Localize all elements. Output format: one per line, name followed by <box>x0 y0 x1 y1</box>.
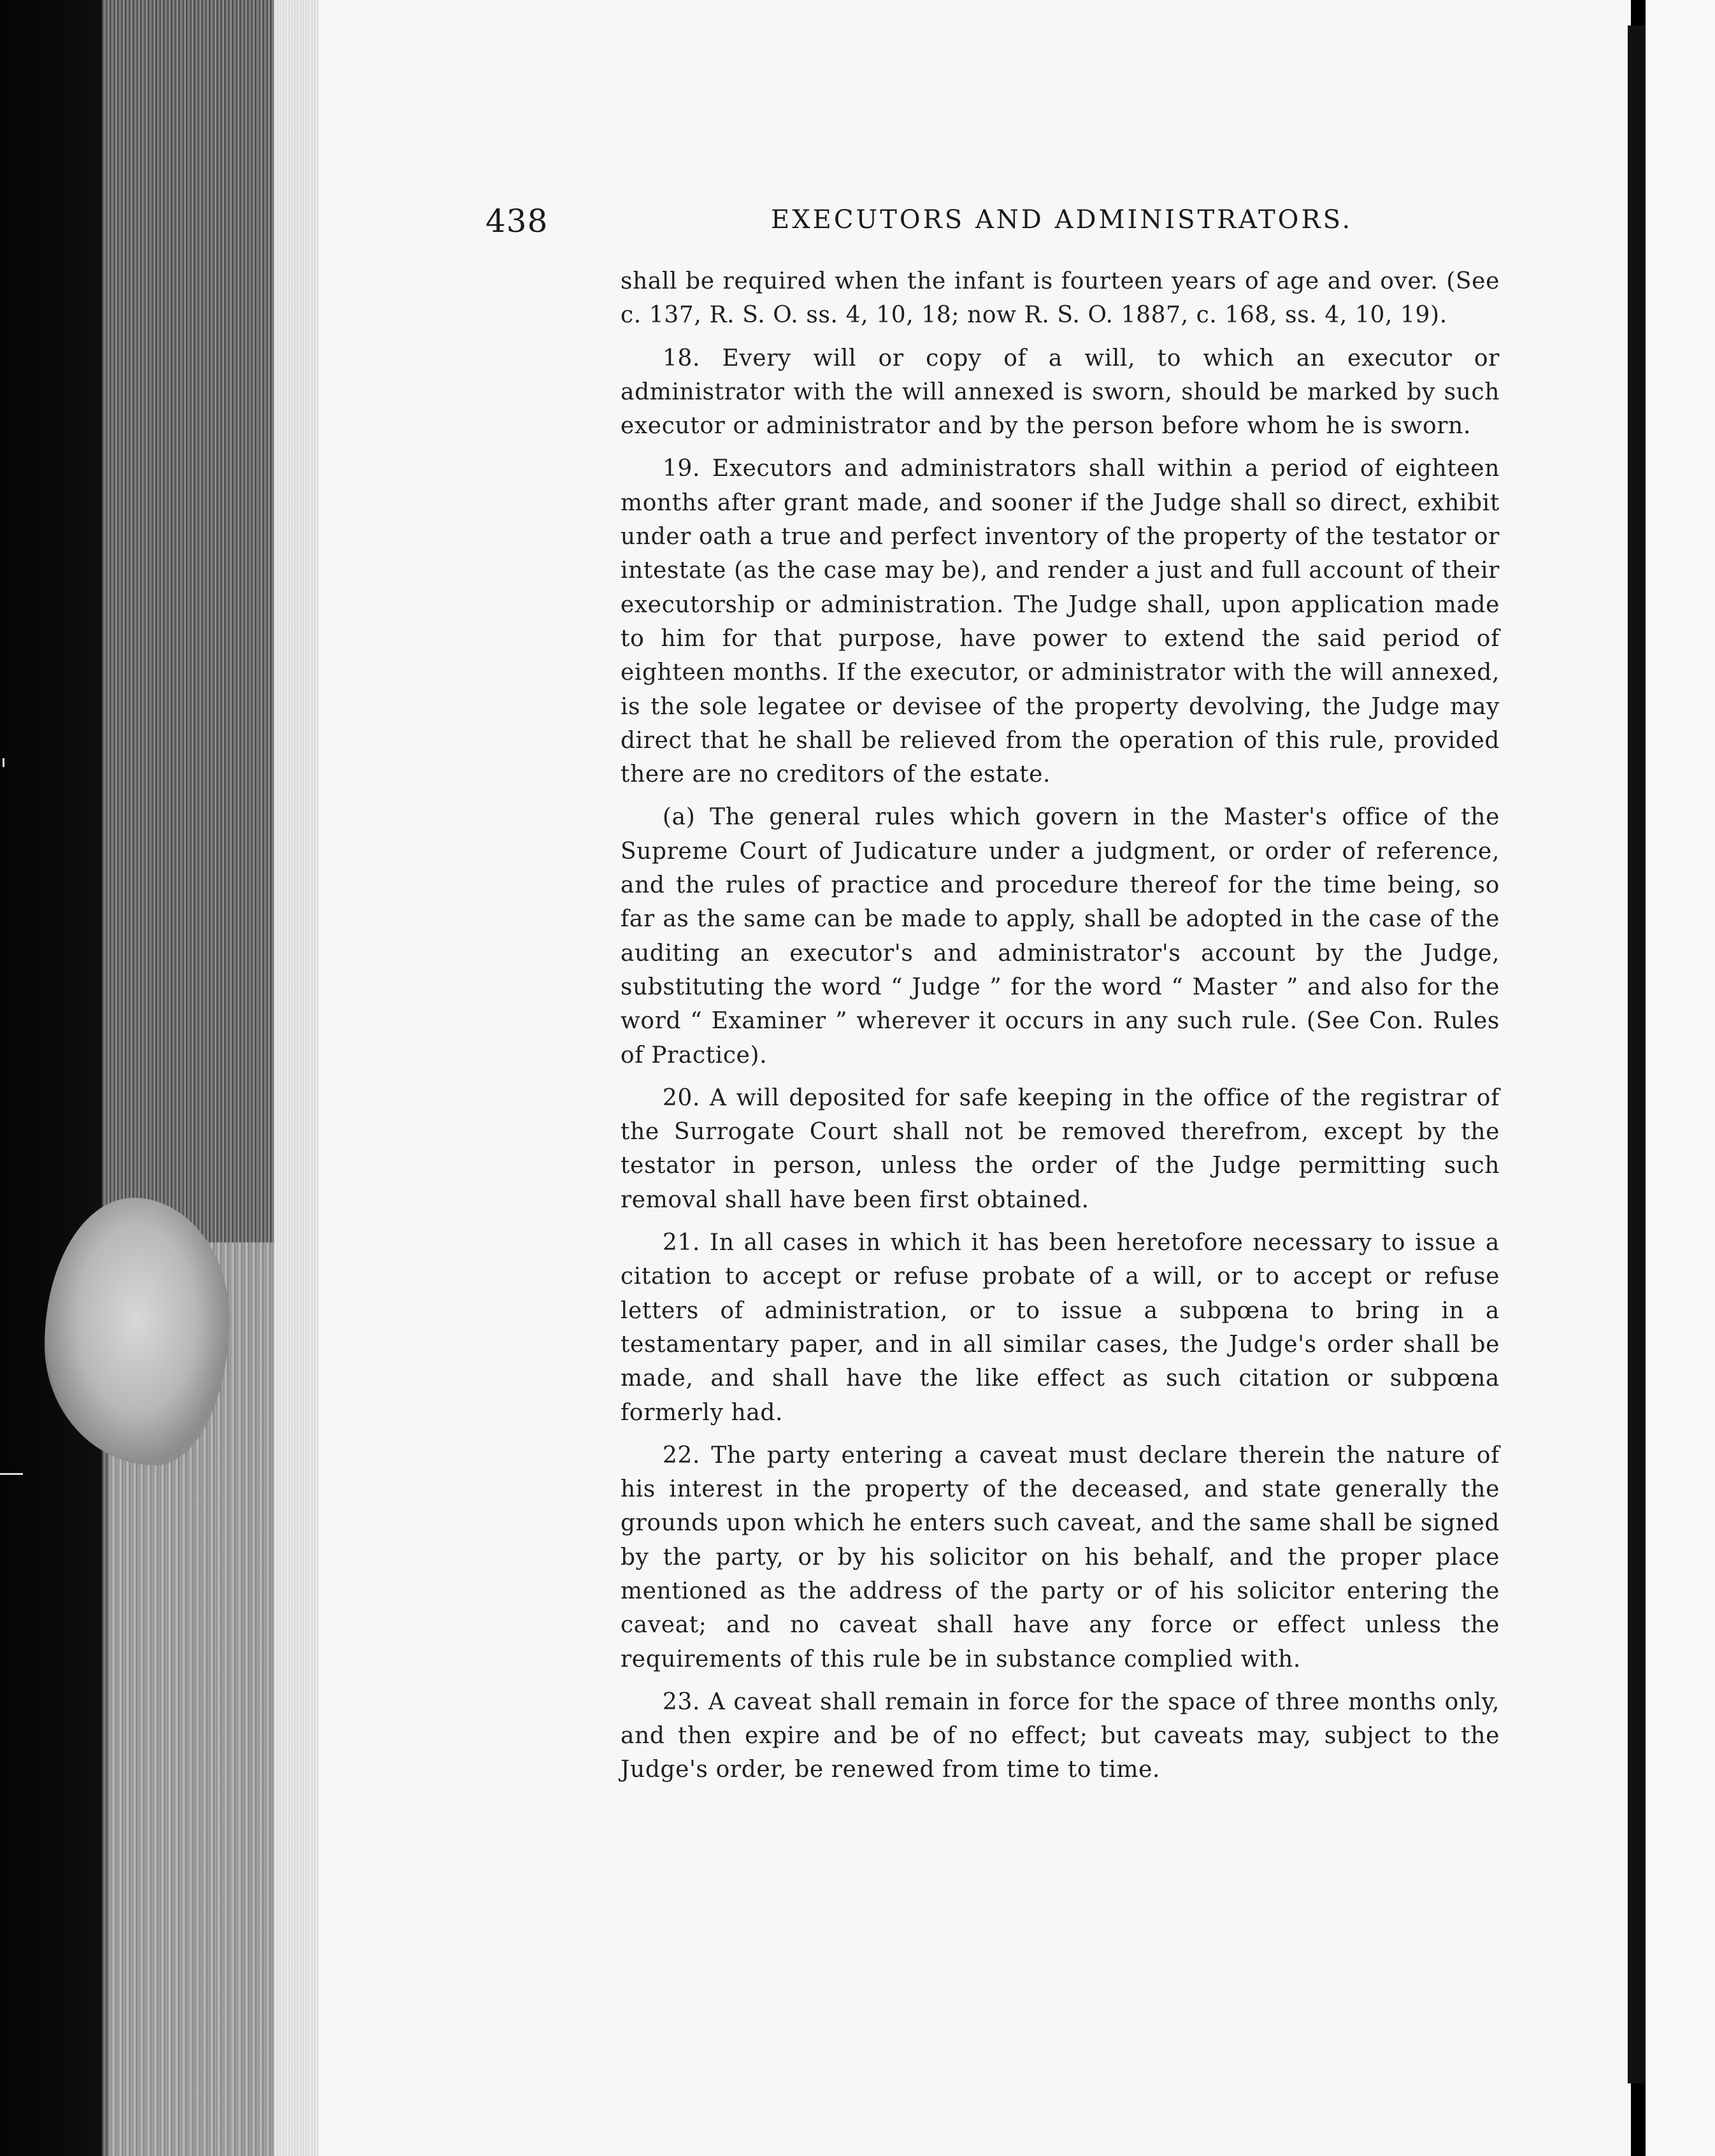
paragraph-rule-19: 19. Executors and administrators shall within a period of eighteen months after grant made, and sooner if the Judge shall so direct, exhibit under oath a true and perfect inventory of the property of the testator or intestate (as the case may be), and render a just and full account of their executorship or administration. The Judge shall, upon application made to him for that purpose, have power to extend the said period of eighteen months. If the executor, or administrator with the will annexed, is the sole legatee or devisee of the property devolving, the Judge may direct that he shall be relieved from the operation of this rule, provided there are no creditors of the estate. <box>621 456 1500 788</box>
paragraph-rule-18: 18. Every will or copy of a will, to which an executor or administrator with the will annexed is sworn, should be marked by such executor or administrator and by the person before whom he is sworn. <box>621 345 1500 440</box>
book-page-edges-light <box>274 0 319 2156</box>
paragraph-rule-23: 23. A caveat shall remain in force for the space of three months only, and then expire and be of no effect; but caveats may, subject to the Judge's order, be renewed from time to time. <box>621 1688 1500 1783</box>
scan-speck <box>3 758 4 767</box>
scan-line <box>0 1473 23 1475</box>
facing-page-edge <box>1646 0 1715 2156</box>
paragraph-rule-20: 20. A will deposited for safe keeping in the office of the registrar of the Surrogate Court shall not be removed therefrom, except by the testator in person, unless the order of the Judge permitting such removal shall have been first obtained. <box>621 1084 1500 1213</box>
gutter-shadow <box>1628 25 1646 2083</box>
paragraph-rule-19a: (a) The general rules which govern in the Master's office of the Supreme Court of Judicature under a judgment, or order of reference, and the rules of practice and procedure thereof for the time being, so far as the same can be made to apply, shall be adopted in the case of the auditing an executor's and administrator's account by the Judge, substituting the word “ Judge ” for the word “ Master ” and also for the word “ Examiner ” wherever it occurs in any such rule. (See Con. Rules of Practice). <box>621 804 1500 1068</box>
body-text <box>621 264 1500 1796</box>
paragraph-rule-22: 22. The party entering a caveat must declare therein the nature of his interest in the property of the deceased, and state generally the grounds upon which he enters such caveat, and the same shall be signed by the party, or by his solicitor on his behalf, and the proper place mentioned as the address of the party or of his solicitor entering the caveat; and no caveat shall have any force or effect unless the requirements of this rule be in substance complied with. <box>621 1442 1500 1672</box>
running-head: EXECUTORS AND ADMINISTRATORS. <box>771 205 1353 234</box>
page-number: 438 <box>485 203 549 240</box>
paper-stain <box>45 1198 229 1465</box>
paragraph-continuation: shall be required when the infant is fourteen years of age and over. (See c. 137, R. S. O. ss. 4, 10, 18; now R. S. O. 1887, c. 168, ss. 4, 10, 19). <box>621 268 1500 329</box>
paragraph-rule-21: 21. In all cases in which it has been heretofore necessary to issue a citation to accept or refuse probate of a will, or to accept or refuse letters of administration, or to issue a subpœna to bring in a testamentary paper, and in all similar cases, the Judge's order shall be made, and shall have the like effect as such citation or subpœna formerly had. <box>621 1230 1500 1426</box>
